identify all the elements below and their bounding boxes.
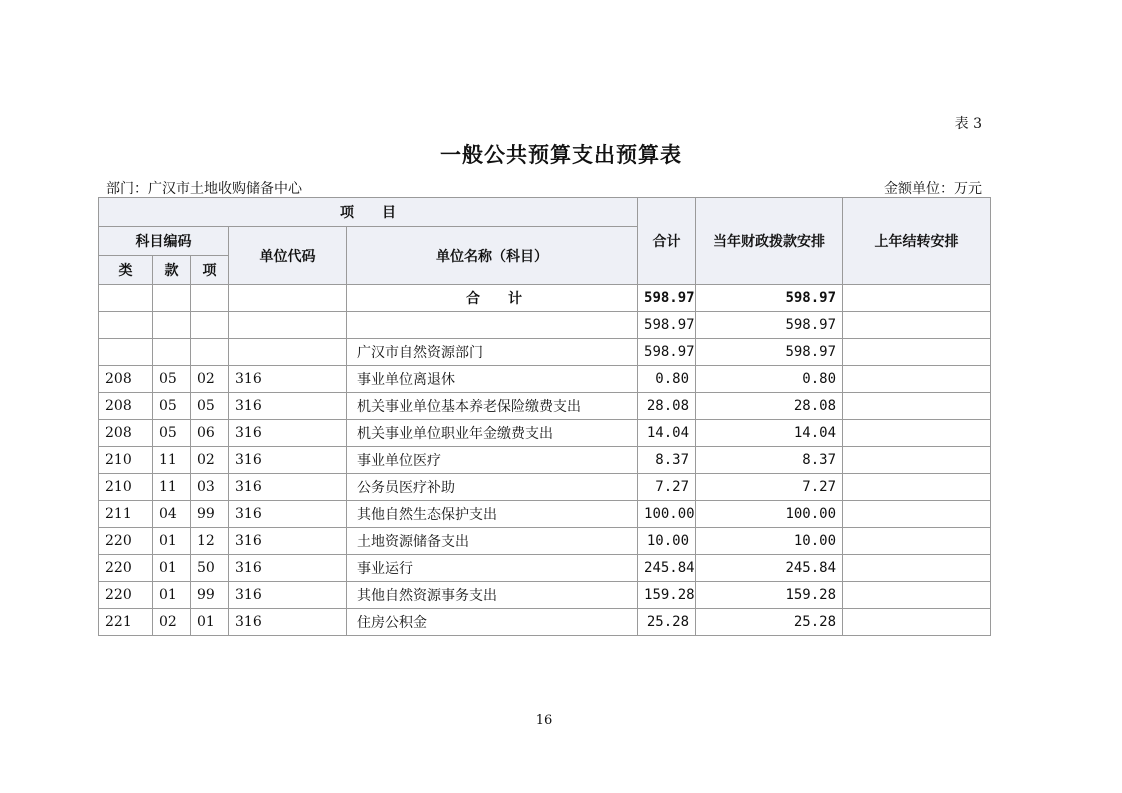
cell-item: 99 — [191, 501, 229, 528]
cell-prior-year — [843, 582, 991, 609]
cell-unit-name: 事业单位离退休 — [347, 366, 638, 393]
cell-total: 28.08 — [638, 393, 696, 420]
budget-table — [98, 197, 991, 636]
cell-total: 0.80 — [638, 366, 696, 393]
page-title: 一般公共预算支出预算表 — [440, 143, 682, 167]
cell-unit-code: 316 — [229, 393, 347, 420]
cell-unit-name: 其他自然生态保护支出 — [347, 501, 638, 528]
cell-section: 11 — [153, 447, 191, 474]
header-subject-code: 科目编码 — [99, 227, 229, 256]
cell-prior-year — [843, 393, 991, 420]
cell-unit-name — [347, 312, 638, 339]
cell-prior-year — [843, 447, 991, 474]
cell-current-year: 598.97 — [696, 339, 843, 366]
cell-total: 25.28 — [638, 609, 696, 636]
cell-section — [153, 339, 191, 366]
header-item: 项 目 — [99, 198, 638, 227]
cell-class: 208 — [99, 420, 153, 447]
cell-section: 05 — [153, 366, 191, 393]
cell-total: 159.28 — [638, 582, 696, 609]
cell-section — [153, 312, 191, 339]
cell-current-year: 598.97 — [696, 285, 843, 312]
table-row — [99, 285, 991, 312]
cell-unit-code: 316 — [229, 420, 347, 447]
cell-section: 01 — [153, 582, 191, 609]
cell-current-year: 25.28 — [696, 609, 843, 636]
cell-prior-year — [843, 528, 991, 555]
cell-unit-name: 住房公积金 — [347, 609, 638, 636]
cell-total: 245.84 — [638, 555, 696, 582]
cell-prior-year — [843, 501, 991, 528]
cell-class: 208 — [99, 393, 153, 420]
cell-item: 02 — [191, 447, 229, 474]
cell-item: 12 — [191, 528, 229, 555]
cell-current-year: 598.97 — [696, 312, 843, 339]
cell-class: 220 — [99, 555, 153, 582]
cell-unit-name: 事业运行 — [347, 555, 638, 582]
cell-total: 598.97 — [638, 339, 696, 366]
cell-unit-name: 其他自然资源事务支出 — [347, 582, 638, 609]
cell-prior-year — [843, 366, 991, 393]
cell-current-year: 14.04 — [696, 420, 843, 447]
cell-current-year: 7.27 — [696, 474, 843, 501]
cell-item — [191, 339, 229, 366]
cell-total: 7.27 — [638, 474, 696, 501]
cell-current-year: 8.37 — [696, 447, 843, 474]
header-class: 类 — [99, 256, 153, 285]
cell-item: 99 — [191, 582, 229, 609]
cell-class: 221 — [99, 609, 153, 636]
cell-prior-year — [843, 312, 991, 339]
cell-unit-name: 广汉市自然资源部门 — [347, 339, 638, 366]
cell-unit-code: 316 — [229, 366, 347, 393]
cell-class — [99, 285, 153, 312]
cell-prior-year — [843, 339, 991, 366]
cell-prior-year — [843, 555, 991, 582]
header-total: 合计 — [638, 198, 696, 285]
cell-class: 208 — [99, 366, 153, 393]
cell-current-year: 10.00 — [696, 528, 843, 555]
cell-item: 03 — [191, 474, 229, 501]
cell-unit-code: 316 — [229, 474, 347, 501]
department-label: 部门：广汉市土地收购储备中心 — [106, 181, 302, 197]
cell-unit-code — [229, 339, 347, 366]
cell-total: 14.04 — [638, 420, 696, 447]
header-prior-year: 上年结转安排 — [843, 198, 991, 285]
cell-total: 10.00 — [638, 528, 696, 555]
cell-total: 100.00 — [638, 501, 696, 528]
cell-item: 05 — [191, 393, 229, 420]
cell-unit-code: 316 — [229, 555, 347, 582]
cell-section — [153, 285, 191, 312]
cell-item: 01 — [191, 609, 229, 636]
table-row — [99, 420, 991, 447]
header-unit-name: 单位名称（科目） — [347, 227, 638, 285]
cell-class: 211 — [99, 501, 153, 528]
cell-class: 210 — [99, 474, 153, 501]
table-row — [99, 393, 991, 420]
table-row — [99, 447, 991, 474]
table-row — [99, 555, 991, 582]
cell-current-year: 159.28 — [696, 582, 843, 609]
cell-unit-name: 公务员医疗补助 — [347, 474, 638, 501]
cell-item — [191, 312, 229, 339]
cell-total: 598.97 — [638, 285, 696, 312]
table-row — [99, 501, 991, 528]
cell-prior-year — [843, 420, 991, 447]
cell-unit-name: 土地资源储备支出 — [347, 528, 638, 555]
cell-current-year: 0.80 — [696, 366, 843, 393]
cell-class: 210 — [99, 447, 153, 474]
table-body — [99, 285, 991, 636]
cell-class — [99, 339, 153, 366]
table-row — [99, 312, 991, 339]
cell-item: 06 — [191, 420, 229, 447]
cell-current-year: 28.08 — [696, 393, 843, 420]
cell-item: 02 — [191, 366, 229, 393]
cell-total: 598.97 — [638, 312, 696, 339]
table-row — [99, 528, 991, 555]
cell-unit-code — [229, 312, 347, 339]
cell-prior-year — [843, 609, 991, 636]
cell-unit-name: 事业单位医疗 — [347, 447, 638, 474]
amount-unit-label: 金额单位：万元 — [884, 181, 982, 197]
cell-unit-name: 机关事业单位职业年金缴费支出 — [347, 420, 638, 447]
cell-section: 04 — [153, 501, 191, 528]
cell-section: 05 — [153, 420, 191, 447]
cell-prior-year — [843, 285, 991, 312]
cell-class — [99, 312, 153, 339]
cell-section: 01 — [153, 528, 191, 555]
cell-unit-code: 316 — [229, 501, 347, 528]
table-row — [99, 339, 991, 366]
cell-class: 220 — [99, 582, 153, 609]
table-row — [99, 366, 991, 393]
cell-unit-code: 316 — [229, 528, 347, 555]
cell-unit-code: 316 — [229, 609, 347, 636]
cell-unit-code — [229, 285, 347, 312]
page-number: 16 — [535, 713, 553, 728]
cell-section: 02 — [153, 609, 191, 636]
cell-unit-name: 合 计 — [347, 285, 638, 312]
cell-total: 8.37 — [638, 447, 696, 474]
header-current-year: 当年财政拨款安排 — [696, 198, 843, 285]
table-number: 表 3 — [954, 116, 982, 132]
header-item-col: 项 — [191, 256, 229, 285]
cell-unit-code: 316 — [229, 447, 347, 474]
cell-item — [191, 285, 229, 312]
header-unit-code: 单位代码 — [229, 227, 347, 285]
cell-current-year: 100.00 — [696, 501, 843, 528]
cell-unit-name: 机关事业单位基本养老保险缴费支出 — [347, 393, 638, 420]
cell-section: 01 — [153, 555, 191, 582]
cell-prior-year — [843, 474, 991, 501]
table-row — [99, 582, 991, 609]
header-section: 款 — [153, 256, 191, 285]
cell-section: 05 — [153, 393, 191, 420]
cell-section: 11 — [153, 474, 191, 501]
table-row — [99, 609, 991, 636]
cell-item: 50 — [191, 555, 229, 582]
cell-current-year: 245.84 — [696, 555, 843, 582]
table-row — [99, 474, 991, 501]
cell-unit-code: 316 — [229, 582, 347, 609]
cell-class: 220 — [99, 528, 153, 555]
